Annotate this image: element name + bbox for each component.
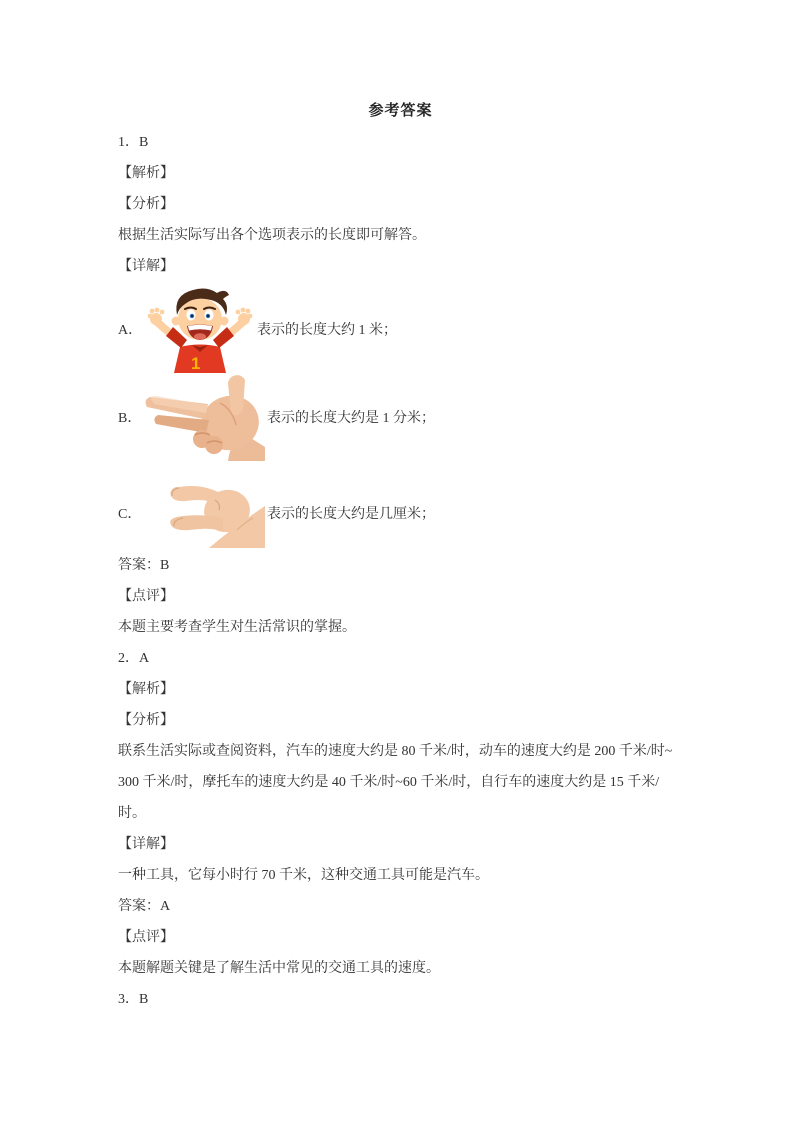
option-row-a: [118, 285, 683, 373]
q2-fenxi-label: 【分析】: [118, 713, 174, 728]
q1-fenxi-text: 根据生活实际写出各个选项表示的长度即可解答。: [118, 228, 426, 243]
q1-fenxi-label: 【分析】: [118, 197, 174, 212]
option-c-label: C．: [118, 507, 142, 522]
hand-span-gesture-image: [142, 373, 265, 461]
option-row-c: [118, 478, 683, 548]
q2-fenxi-text-line3: 时。: [118, 806, 146, 821]
q1-answer-line: 答案：B: [118, 558, 170, 573]
option-c-text: 表示的长度大约是几厘米；: [267, 507, 435, 522]
q2-dianping-label: 【点评】: [118, 930, 174, 945]
q1-jiexi-label: 【解析】: [118, 166, 174, 181]
q2-answer-line: 答案：A: [118, 899, 171, 914]
option-b-text: 表示的长度大约是 1 分米；: [267, 411, 435, 426]
q1-dianping-text: 本题主要考查学生对生活常识的掌握。: [118, 620, 356, 635]
q2-fenxi-text-line2: 300 千米/时，摩托车的速度大约是 40 千米/时~60 千米/时，自行车的速度大约是 15 千米/: [118, 775, 660, 790]
hand-pinch-gesture-image: [153, 478, 265, 548]
q2-jiexi-label: 【解析】: [118, 682, 174, 697]
option-row-b: [118, 373, 683, 461]
boy-arms-outstretched-image: [147, 285, 253, 373]
q1-answer: 1．B: [118, 135, 149, 150]
q3-answer: 3．B: [118, 992, 149, 1007]
q1-xiangjie-label: 【详解】: [118, 259, 174, 274]
q2-answer: 2．A: [118, 651, 150, 666]
q2-dianping-text: 本题解题关键是了解生活中常见的交通工具的速度。: [118, 961, 440, 976]
page-title: 参考答案: [368, 103, 433, 119]
q2-xiangjie-label: 【详解】: [118, 837, 174, 852]
option-a-text: 表示的长度大约 1 米；: [257, 323, 397, 338]
option-b-label: B．: [118, 411, 142, 426]
svg-text:1: 1: [191, 354, 201, 373]
q1-dianping-label: 【点评】: [118, 589, 174, 604]
q2-fenxi-text-line1: 联系生活实际或查阅资料，汽车的速度大约是 80 千米/时，动车的速度大约是 200 千米/时~: [118, 744, 673, 759]
q2-xiangjie-text: 一种工具，它每小时行 70 千米，这种交通工具可能是汽车。: [118, 868, 489, 883]
option-a-label: A．: [118, 323, 143, 338]
